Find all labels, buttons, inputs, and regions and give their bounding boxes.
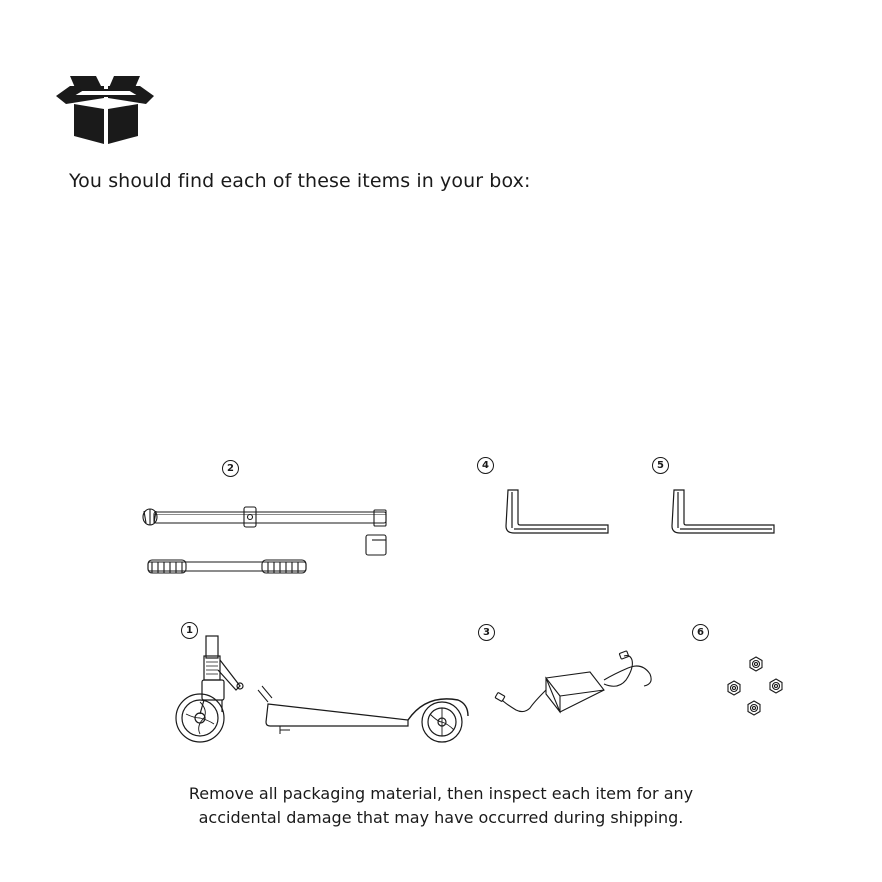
bolts-icon xyxy=(722,652,788,720)
box-icon xyxy=(56,74,156,146)
scooter-icon xyxy=(168,634,480,746)
inspection-note-line-1: Remove all packaging material, then inspect each item for any xyxy=(188,784,694,803)
charger-icon xyxy=(494,650,654,718)
item-number-badge: 1 xyxy=(181,622,198,639)
handlebar-stem-icon xyxy=(136,500,396,582)
item-number-badge: 4 xyxy=(477,457,494,474)
item-number-badge: 3 xyxy=(478,624,495,641)
inspection-note xyxy=(0,782,882,830)
allen-key-icon xyxy=(500,488,612,538)
item-number-badge: 5 xyxy=(652,457,669,474)
item-number-badge: 2 xyxy=(222,460,239,477)
item-number-badge: 6 xyxy=(692,624,709,641)
allen-key-icon xyxy=(666,488,778,538)
page-heading: You should find each of these items in your box: xyxy=(69,170,531,192)
inspection-note-line-2: accidental damage that may have occurred during shipping. xyxy=(198,808,684,827)
